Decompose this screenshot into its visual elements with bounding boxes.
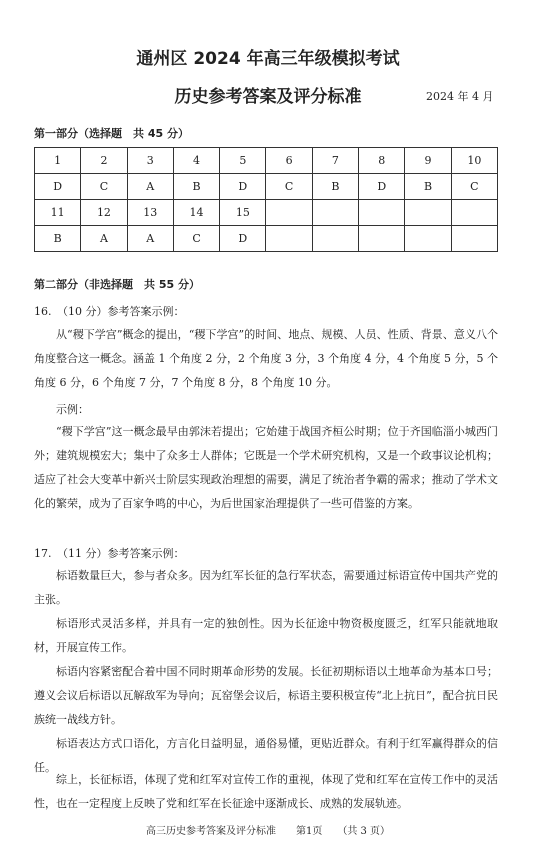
table-cell: A: [127, 174, 173, 200]
table-cell: 1: [35, 148, 81, 174]
table-cell: C: [173, 226, 219, 252]
table-cell: C: [266, 174, 312, 200]
table-cell: 12: [81, 200, 127, 226]
table-cell: [405, 200, 451, 226]
table-row: [35, 200, 498, 226]
document-date: 2024 年 4 月: [426, 90, 494, 103]
table-cell: B: [312, 174, 358, 200]
table-cell: 5: [220, 148, 266, 174]
table-cell: 15: [220, 200, 266, 226]
table-cell: 14: [173, 200, 219, 226]
table-cell: [451, 200, 497, 226]
table-cell: [451, 226, 497, 252]
table-cell: 8: [359, 148, 405, 174]
table-cell: [312, 200, 358, 226]
table-cell: B: [173, 174, 219, 200]
q16-heading: 16. （10 分）参考答案示例：: [34, 305, 185, 318]
table-cell: 11: [35, 200, 81, 226]
table-cell: D: [220, 174, 266, 200]
table-cell: [359, 226, 405, 252]
q17-heading: 17. （11 分）参考答案示例：: [34, 547, 185, 560]
table-cell: A: [127, 226, 173, 252]
q17-paragraph-3: 标语内容紧密配合着中国不同时期革命形势的发展。长征初期标语以土地革命为基本口号；遵义会议后标语以瓦解敌军为导向；瓦窑堡会议后，标语主要积极宣传“北上抗日”，配合抗日民族统一战线方针。: [34, 665, 498, 726]
table-cell: B: [405, 174, 451, 200]
table-cell: 4: [173, 148, 219, 174]
table-cell: [266, 226, 312, 252]
table-cell: C: [451, 174, 497, 200]
table-cell: C: [81, 174, 127, 200]
q17-paragraph-2: 标语形式灵活多样，并具有一定的独创性。因为长征途中物资极度匮乏，红军只能就地取材，开展宣传工作。: [34, 617, 498, 654]
table-cell: D: [359, 174, 405, 200]
q17-paragraph-1: 标语数量巨大，参与者众多。因为红军长征的急行军状态，需要通过标语宣传中国共产党的主张。: [34, 569, 498, 606]
table-cell: D: [220, 226, 266, 252]
table-cell: 10: [451, 148, 497, 174]
part2-heading: 第二部分（非选择题 共 55 分）: [34, 278, 200, 291]
q16-example-label: 示例：: [56, 403, 89, 416]
table-cell: [312, 226, 358, 252]
q16-example-paragraph: “稷下学宫”这一概念最早由郭沫若提出；它始建于战国齐桓公时期；位于齐国临淄小城西门外；建筑规模宏大；集中了众多士人群体；它既是一个学术研究机构，又是一个政事议论机构；适应了社会大变革中新兴士阶层实现政治理想的需要，满足了统治者争霸的需求；推动了学术文化的繁荣，成为了百家争鸣的中心，为后世国家治理提供了一些可借鉴的方案。: [34, 425, 498, 510]
table-cell: [359, 200, 405, 226]
table-cell: [266, 200, 312, 226]
table-cell: 7: [312, 148, 358, 174]
answer-table: [34, 147, 498, 252]
part1-heading: 第一部分（选择题 共 45 分）: [34, 127, 189, 140]
table-row: [35, 226, 498, 252]
table-cell: A: [81, 226, 127, 252]
page-footer: 高三历史参考答案及评分标准 第1页 （共 3 页）: [145, 826, 391, 837]
table-cell: 13: [127, 200, 173, 226]
document-title: 通州区 2024 年高三年级模拟考试: [136, 49, 400, 69]
table-cell: D: [35, 174, 81, 200]
q17-paragraph-4: 标语表达方式口语化，方言化日益明显，通俗易懂，更贴近群众。有利于红军赢得群众的信任。: [34, 737, 498, 774]
table-cell: 3: [127, 148, 173, 174]
table-cell: 6: [266, 148, 312, 174]
table-cell: 2: [81, 148, 127, 174]
table-cell: [405, 226, 451, 252]
table-cell: 9: [405, 148, 451, 174]
table-row: [35, 148, 498, 174]
q16-scoring-paragraph: 从“稷下学宫”概念的提出，“稷下学宫”的时间、地点、规模、人员、性质、背景、意义八个角度整合这一概念。涵盖 1 个角度 2 分，2 个角度 3 分，3 个角度 4 分，4 个角度 5 分，5 个角度 6 分，6 个角度 7 分，7 个角度 8 分，8 个角度 10 分。: [34, 328, 498, 389]
document-subtitle: 历史参考答案及评分标准: [174, 87, 362, 107]
table-cell: B: [35, 226, 81, 252]
table-row: [35, 174, 498, 200]
q17-paragraph-5: 综上，长征标语，体现了党和红军对宣传工作的重视，体现了党和红军在宣传工作中的灵活性，也在一定程度上反映了党和红军在长征途中逐渐成长、成熟的发展轨迹。: [34, 773, 498, 810]
